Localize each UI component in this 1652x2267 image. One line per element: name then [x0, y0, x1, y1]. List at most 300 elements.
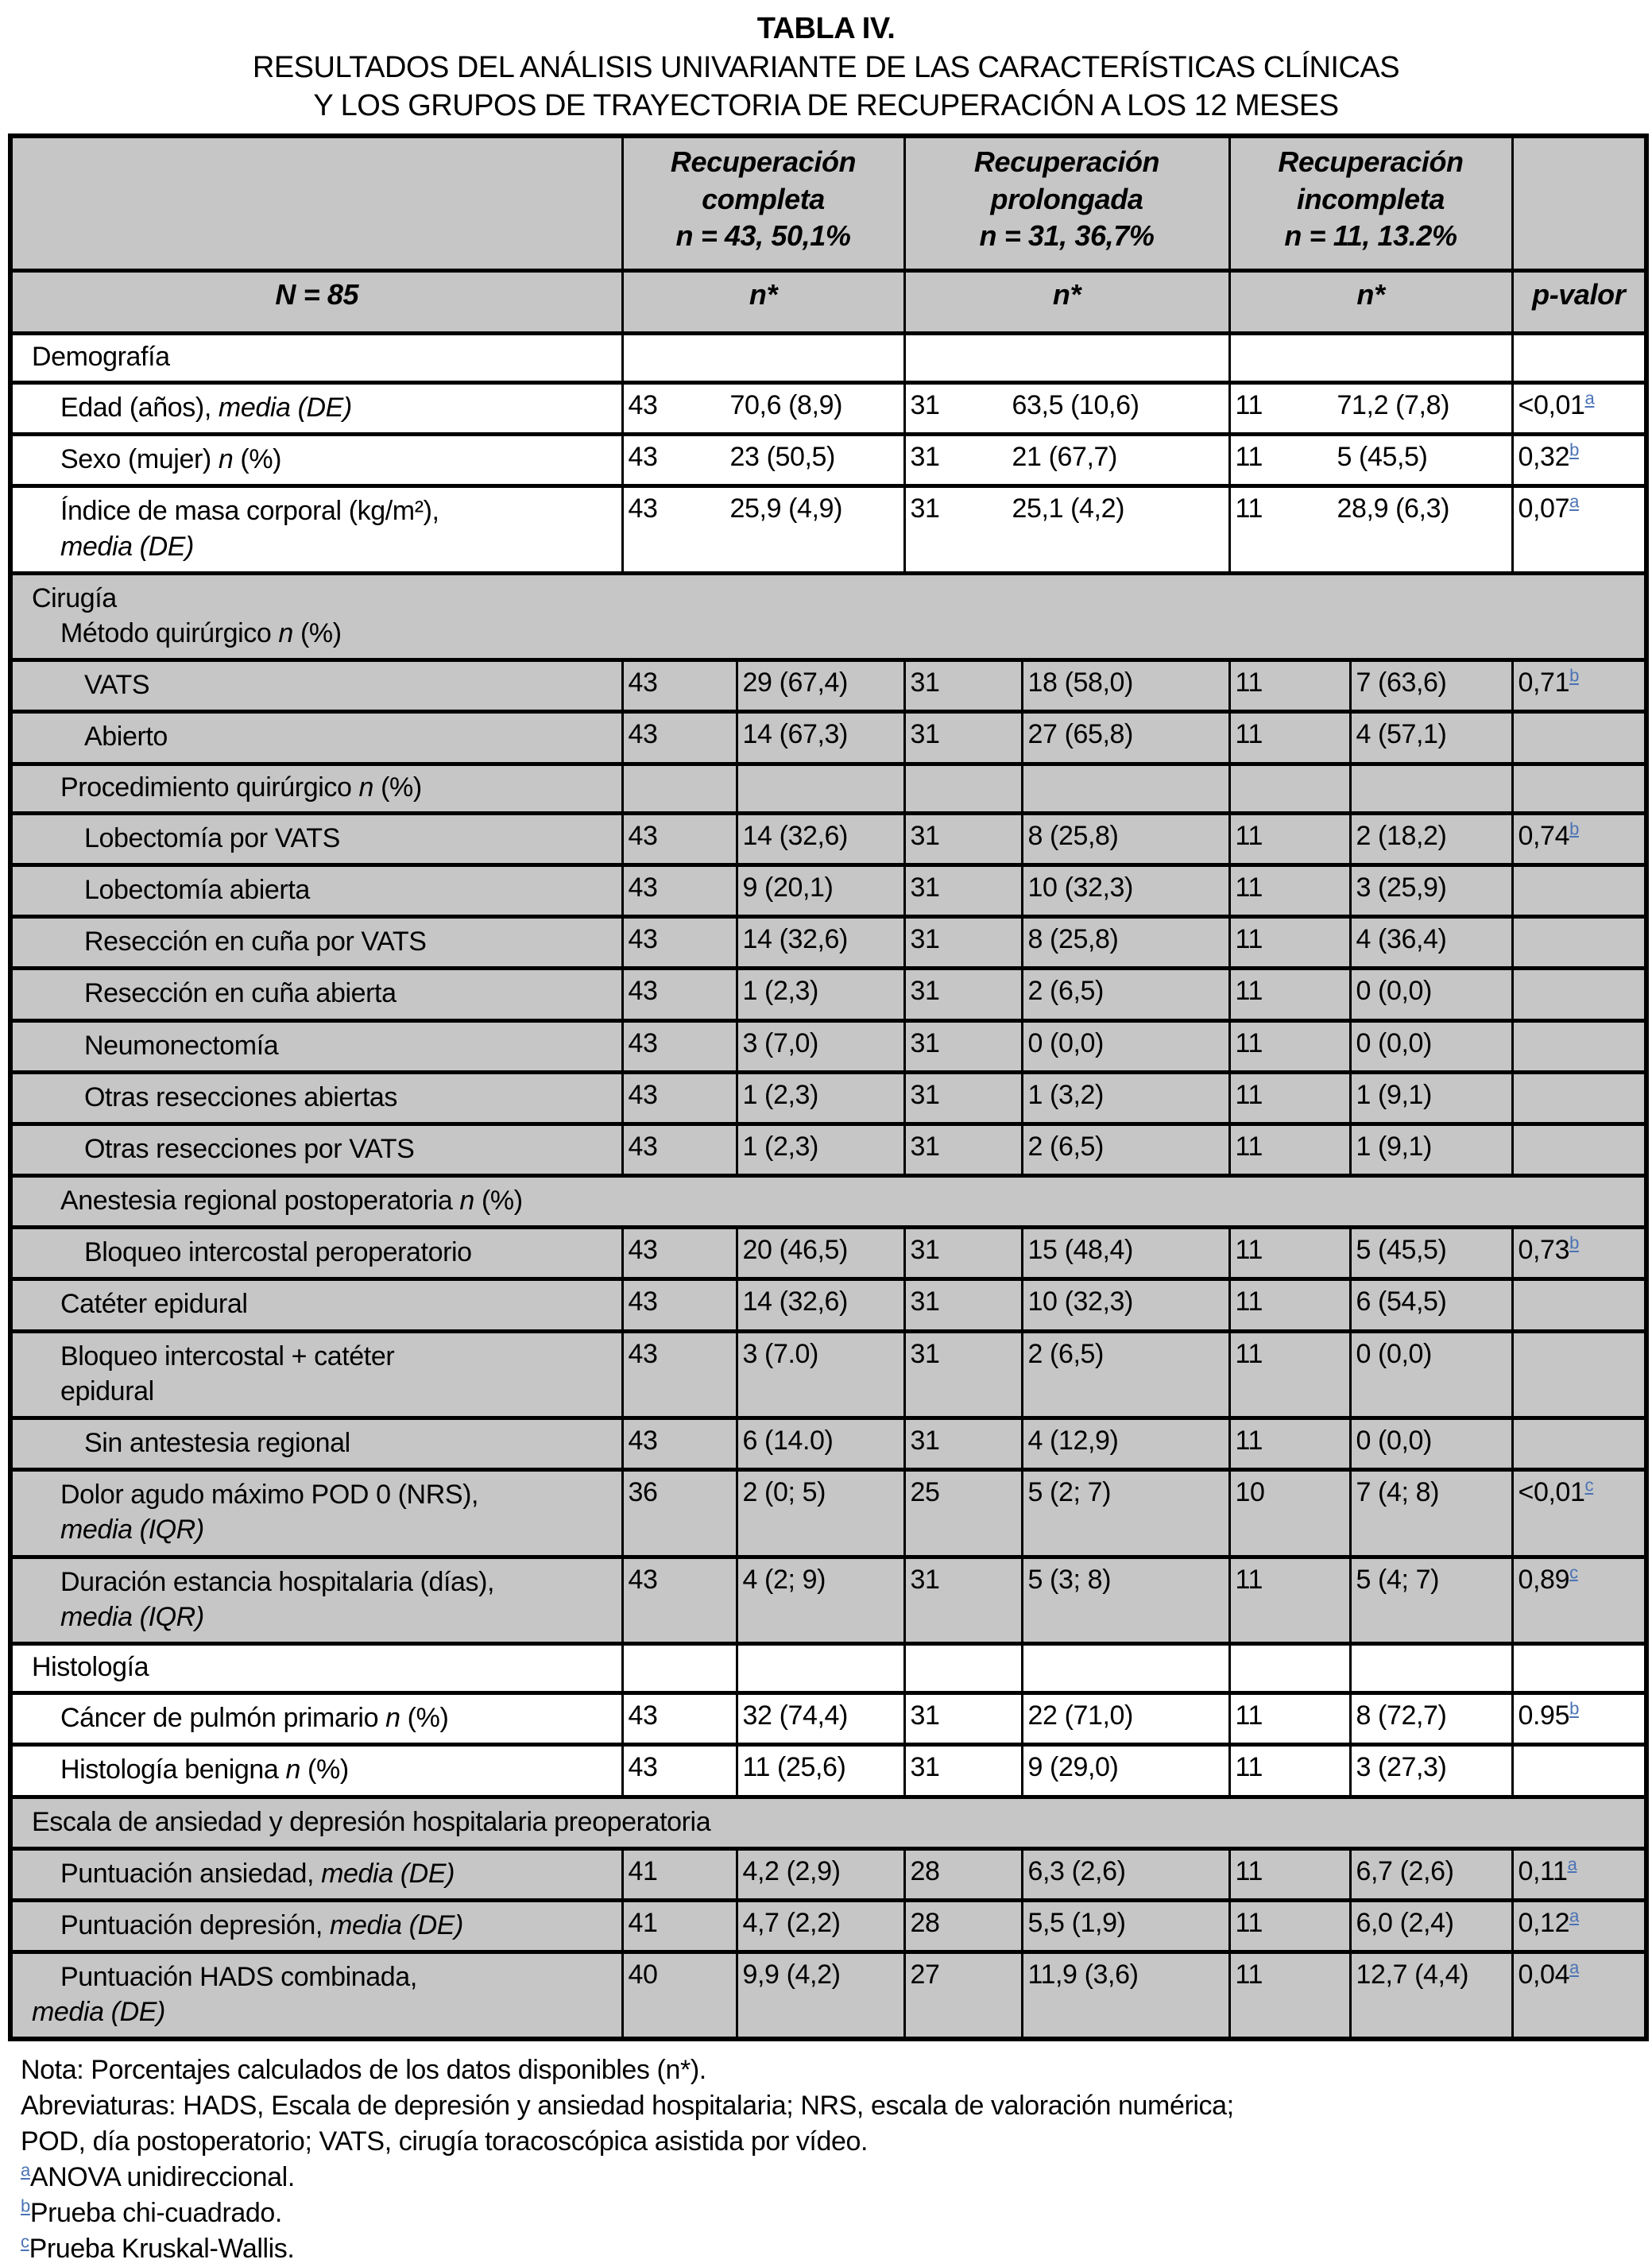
n-cell: 31 — [904, 1693, 1022, 1745]
table-title — [0, 0, 1652, 126]
row-label-line — [17, 667, 617, 702]
row-label-line — [17, 719, 617, 754]
label-segment: Anestesia regional postoperatoria — [60, 1186, 460, 1217]
n-and-value-cell — [904, 333, 1229, 382]
n-cell: 11 — [1229, 1952, 1350, 2040]
value-cell: 2 (6,5) — [1022, 1124, 1229, 1175]
row-label-line — [17, 1752, 617, 1787]
label-segment: Lobectomía por VATS — [84, 822, 340, 853]
label-segment: (%) — [400, 1703, 449, 1734]
table-row — [10, 1557, 1646, 1643]
row-label-line — [17, 1339, 617, 1374]
n-cell: 43 — [622, 1557, 737, 1643]
footnote-marker: c — [21, 2232, 29, 2253]
n-cell — [1229, 764, 1350, 813]
label-segment: Cirugía — [32, 582, 117, 613]
section-row — [10, 1643, 1646, 1693]
row-label-line — [17, 821, 617, 856]
label-segment: Método quirúrgico — [60, 618, 279, 648]
table-row — [10, 917, 1646, 969]
row-label-line — [17, 581, 1639, 616]
value-cell: 1 (3,2) — [1022, 1072, 1229, 1124]
group-header-line: completa — [702, 182, 825, 215]
n-cell: 43 — [622, 813, 737, 865]
p-value-cell — [1512, 1557, 1646, 1643]
n-cell: 27 — [904, 1952, 1022, 2040]
n-cell — [622, 1643, 737, 1693]
label-segment: Bloqueo intercostal + catéter — [60, 1340, 395, 1371]
n-cell: 31 — [904, 1418, 1022, 1470]
label-segment: Puntuación HADS combinada, — [60, 1962, 417, 1993]
label-segment: Bloqueo intercostal peroperatorio — [84, 1237, 472, 1268]
table-row — [10, 1124, 1646, 1175]
n-value: 43 — [628, 390, 658, 421]
table-row — [10, 1279, 1646, 1331]
row-label-line — [17, 529, 617, 564]
row-label-cell — [10, 1418, 622, 1470]
table-row — [10, 1418, 1646, 1470]
n-and-value-cell — [904, 486, 1229, 573]
n-cell: 11 — [1229, 1124, 1350, 1175]
n-value: 43 — [628, 493, 658, 524]
n-cell: 11 — [1229, 1072, 1350, 1124]
n-value: 11 — [1235, 493, 1263, 524]
label-segment: Cáncer de pulmón primario — [60, 1703, 386, 1734]
row-label-line — [17, 1994, 617, 2029]
row-label-cell — [10, 1745, 622, 1797]
table-row — [10, 1848, 1646, 1900]
footnote-ref-link[interactable]: a — [1569, 492, 1579, 513]
n-cell: 10 — [1229, 1470, 1350, 1557]
value-cell: 2 (0; 5) — [737, 1470, 904, 1557]
label-segment: Demografía — [32, 341, 170, 372]
n-and-value-cell — [622, 333, 904, 382]
n-cell — [904, 764, 1022, 813]
label-segment: Otras resecciones abiertas — [84, 1081, 397, 1112]
table-row — [10, 1745, 1646, 1797]
table-row — [10, 435, 1646, 486]
n-cell: 31 — [904, 1279, 1022, 1331]
table-row — [10, 486, 1646, 573]
value-cell: 0 (0,0) — [1350, 1020, 1512, 1072]
row-label-cell — [10, 1557, 622, 1643]
n-cell: 43 — [622, 1331, 737, 1418]
n-star-header: n* — [622, 270, 904, 333]
table-row — [10, 1331, 1646, 1418]
footnote-ref-link[interactable]: b — [1569, 818, 1579, 839]
row-label-line — [17, 1512, 617, 1547]
label-segment: Escala de ansiedad y depresión hospitalaria preoperatoria — [32, 1806, 711, 1837]
p-value-text: 0,12 — [1518, 1907, 1570, 1938]
n-and-value-cell — [622, 435, 904, 486]
n-cell: 25 — [904, 1470, 1022, 1557]
n-cell: 43 — [622, 1228, 737, 1279]
table-title-number: TABLA IV. — [756, 12, 896, 45]
group-header-line: prolongada — [990, 182, 1143, 215]
section-band-row — [10, 573, 1646, 660]
n-and-value-cell — [622, 486, 904, 573]
p-value-cell — [1512, 1470, 1646, 1557]
footnote-marker: a — [21, 2161, 30, 2181]
n-cell: 31 — [904, 1020, 1022, 1072]
value-cell: 14 (67,3) — [737, 712, 904, 764]
table-row — [10, 1900, 1646, 1952]
p-value-text: 0,07 — [1518, 493, 1570, 524]
row-label-line — [17, 339, 617, 374]
n-star-header: n* — [904, 270, 1229, 333]
n-cell: 11 — [1229, 1020, 1350, 1072]
n-value: 11 — [1235, 390, 1263, 421]
p-value-text: 0,71 — [1518, 667, 1570, 698]
n-cell: 43 — [622, 712, 737, 764]
row-label-line — [17, 1908, 617, 1943]
row-label-cell — [10, 917, 622, 969]
footnote-ref-link[interactable]: a — [1584, 388, 1595, 408]
label-segment: (%) — [233, 444, 282, 475]
n-cell: 11 — [1229, 1557, 1350, 1643]
n-cell: 28 — [904, 1900, 1022, 1952]
row-label-cell — [10, 1228, 622, 1279]
value-cell: 1 (2,3) — [737, 969, 904, 1020]
footnotes — [21, 2052, 1652, 2267]
value-cell: 22 (71,0) — [1022, 1693, 1229, 1745]
row-label-line — [17, 493, 617, 528]
label-italic-segment: n — [459, 1186, 474, 1217]
n-cell — [622, 764, 737, 813]
n-cell — [904, 1643, 1022, 1693]
p-value-cell — [1512, 1952, 1646, 2040]
n-cell: 31 — [904, 969, 1022, 1020]
p-value-cell — [1512, 1745, 1646, 1797]
row-label-line — [17, 976, 617, 1011]
header-row-groups — [10, 136, 1646, 271]
value-cell: 27 (65,8) — [1022, 712, 1229, 764]
group-header-line: n = 31, 36,7% — [979, 219, 1155, 253]
value-cell: 10 (32,3) — [1022, 1279, 1229, 1331]
n-cell — [1229, 1643, 1350, 1693]
value-cell: 32 (74,4) — [737, 1693, 904, 1745]
row-label-line — [17, 1856, 617, 1891]
p-value-cell — [1512, 383, 1646, 435]
row-label-cell — [10, 1124, 622, 1175]
row-label-line — [17, 1700, 617, 1735]
p-value-cell — [1512, 1900, 1646, 1952]
n-cell: 41 — [622, 1900, 737, 1952]
table-row — [10, 813, 1646, 865]
footnote-text: Prueba Kruskal-Wallis. — [29, 2234, 295, 2265]
group-header-line: Recuperación — [973, 145, 1160, 178]
row-label-cell — [10, 1020, 622, 1072]
value-cell: 14 (32,6) — [737, 917, 904, 969]
table-row — [10, 660, 1646, 712]
p-value-text: 0,04 — [1518, 1959, 1570, 1990]
row-label-cell — [10, 1072, 622, 1124]
value-cell: 1 (2,3) — [737, 1124, 904, 1175]
n-cell: 31 — [904, 1228, 1022, 1279]
value-cell: 18 (58,0) — [1022, 660, 1229, 712]
footnote-ref-link[interactable]: b — [1569, 439, 1579, 460]
p-value-text: <0,01 — [1518, 390, 1585, 421]
label-italic-segment: media (DE) — [321, 1858, 455, 1889]
n-cell: 43 — [622, 1072, 737, 1124]
n-cell: 11 — [1229, 1900, 1350, 1952]
row-label-line — [17, 1565, 617, 1600]
p-value-text: <0,01 — [1518, 1477, 1585, 1508]
label-segment: VATS — [84, 670, 150, 701]
value-cell — [1022, 764, 1229, 813]
value-cell: 3 (27,3) — [1350, 1745, 1512, 1797]
footnote-ref-link[interactable]: b — [1569, 665, 1579, 686]
value-cell: 0 (0,0) — [1022, 1020, 1229, 1072]
value-cell: 9,9 (4,2) — [737, 1952, 904, 2040]
label-segment: Sexo (mujer) — [60, 444, 219, 475]
footnote-ref-link[interactable]: b — [1569, 1232, 1579, 1253]
n-cell: 31 — [904, 917, 1022, 969]
n-cell: 31 — [904, 660, 1022, 712]
value-cell: 12,7 (4,4) — [1350, 1952, 1512, 2040]
value-text: 5 (45,5) — [1337, 442, 1428, 473]
row-label-line — [17, 1235, 617, 1270]
n-cell: 43 — [622, 660, 737, 712]
value-cell: 4 (2; 9) — [737, 1557, 904, 1643]
value-cell: 1 (9,1) — [1350, 1072, 1512, 1124]
row-label-cell — [10, 333, 622, 382]
label-segment: Procedimiento quirúrgico — [60, 772, 359, 803]
n-star-header: n* — [1229, 270, 1512, 333]
footnote-ref-link[interactable]: a — [1569, 1957, 1579, 1978]
n-cell: 31 — [904, 813, 1022, 865]
row-label-cell — [10, 1952, 622, 2040]
n-cell: 11 — [1229, 917, 1350, 969]
p-value-cell — [1512, 660, 1646, 712]
p-value-cell — [1512, 764, 1646, 813]
value-cell: 6 (54,5) — [1350, 1279, 1512, 1331]
footnote-text: Prueba chi-cuadrado. — [29, 2198, 282, 2229]
row-label-cell — [10, 1693, 622, 1745]
n-cell: 11 — [1229, 1228, 1350, 1279]
row-label-line — [17, 1426, 617, 1460]
row-label-line — [17, 1374, 617, 1409]
value-cell: 8 (25,8) — [1022, 813, 1229, 865]
p-value-text: 0,74 — [1518, 820, 1570, 851]
value-text: 28,9 (6,3) — [1337, 493, 1450, 524]
label-segment: Lobectomía abierta — [84, 874, 310, 905]
p-value-cell — [1512, 1124, 1646, 1175]
table-title-line-3: Y LOS GRUPOS DE TRAYECTORIA DE RECUPERACIÓN A LOS 12 MESES — [313, 89, 1339, 123]
p-value-text: 0,73 — [1518, 1235, 1570, 1266]
row-label-line — [17, 1477, 617, 1512]
footnote-text: ANOVA unidireccional. — [29, 2162, 295, 2193]
footnote-ref-link[interactable]: a — [1569, 1905, 1579, 1926]
p-value-cell — [1512, 435, 1646, 486]
n-cell: 43 — [622, 917, 737, 969]
n-cell: 43 — [622, 1693, 737, 1745]
label-segment: Duración estancia hospitalaria (días), — [60, 1566, 495, 1597]
p-value-cell — [1512, 969, 1646, 1020]
value-cell: 14 (32,6) — [737, 813, 904, 865]
row-label-cell — [10, 1331, 622, 1418]
section-band-cell — [10, 573, 1646, 660]
value-cell: 5 (2; 7) — [1022, 1470, 1229, 1557]
footnote-ref-link[interactable]: a — [1567, 1854, 1577, 1874]
value-cell: 2 (18,2) — [1350, 813, 1512, 865]
row-label-line — [17, 1650, 617, 1685]
value-cell: 8 (72,7) — [1350, 1693, 1512, 1745]
row-label-cell — [10, 486, 622, 573]
section-band-cell — [10, 1797, 1646, 1848]
table-body — [10, 333, 1646, 2039]
row-label-line — [17, 1286, 617, 1321]
n-cell: 11 — [1229, 969, 1350, 1020]
label-segment: Resección en cuña por VATS — [84, 927, 427, 957]
value-cell: 14 (32,6) — [737, 1279, 904, 1331]
section-row — [10, 764, 1646, 813]
n-value: 31 — [910, 493, 940, 524]
section-band-row — [10, 1797, 1646, 1848]
row-label-line — [17, 616, 1639, 651]
p-value-cell — [1512, 865, 1646, 916]
value-cell: 8 (25,8) — [1022, 917, 1229, 969]
table-title-line-2: RESULTADOS DEL ANÁLISIS UNIVARIANTE DE LAS CARACTERÍSTICAS CLÍNICAS — [252, 50, 1400, 84]
group-header-line: Recuperación — [670, 145, 857, 178]
row-label-cell — [10, 865, 622, 916]
value-cell: 15 (48,4) — [1022, 1228, 1229, 1279]
value-text: 25,9 (4,9) — [729, 493, 843, 524]
n-cell: 43 — [622, 1418, 737, 1470]
value-cell: 9 (20,1) — [737, 865, 904, 916]
value-cell: 9 (29,0) — [1022, 1745, 1229, 1797]
footnote-line: Nota: Porcentajes calculados de los datos disponibles (n*). — [21, 2055, 706, 2086]
value-cell: 5,5 (1,9) — [1022, 1900, 1229, 1952]
label-segment: Abierto — [84, 721, 168, 752]
label-segment: Histología — [32, 1651, 149, 1682]
table-row — [10, 1693, 1646, 1745]
row-label-cell — [10, 813, 622, 865]
n-value: 11 — [1235, 442, 1263, 473]
footnote-line: POD, día postoperatorio; VATS, cirugía toracoscópica asistida por vídeo. — [21, 2126, 869, 2157]
value-cell: 2 (6,5) — [1022, 1331, 1229, 1418]
label-segment: Puntuación ansiedad, — [60, 1858, 322, 1889]
row-label-cell — [10, 1279, 622, 1331]
results-table — [8, 133, 1649, 2042]
table-row — [10, 1072, 1646, 1124]
label-italic-segment: media (DE) — [218, 393, 352, 424]
label-italic-segment: n — [218, 444, 234, 475]
row-label-line — [17, 1183, 1639, 1218]
n-cell: 31 — [904, 1557, 1022, 1643]
p-value-cell — [1512, 1418, 1646, 1470]
p-value-text: 0,89 — [1518, 1564, 1570, 1595]
n-cell: 11 — [1229, 1693, 1350, 1745]
label-italic-segment: media (DE) — [32, 1997, 165, 2028]
row-label-cell — [10, 712, 622, 764]
value-text: 71,2 (7,8) — [1337, 390, 1450, 421]
n-cell: 11 — [1229, 865, 1350, 916]
n-cell: 11 — [1229, 1331, 1350, 1418]
n-and-value-cell — [1229, 435, 1512, 486]
value-cell: 10 (32,3) — [1022, 865, 1229, 916]
value-text: 25,1 (4,2) — [1012, 493, 1125, 524]
value-cell — [1022, 1643, 1229, 1693]
n-and-value-cell — [622, 383, 904, 435]
value-cell — [1350, 1643, 1512, 1693]
value-cell: 11 (25,6) — [737, 1745, 904, 1797]
value-cell: 4 (36,4) — [1350, 917, 1512, 969]
row-label-cell — [10, 660, 622, 712]
footnote-ref-link[interactable]: c — [1569, 1562, 1578, 1583]
p-value-cell — [1512, 813, 1646, 865]
label-segment: (%) — [474, 1186, 523, 1217]
value-cell: 6,0 (2,4) — [1350, 1900, 1512, 1952]
label-segment: (%) — [300, 1754, 349, 1785]
value-cell: 6,3 (2,6) — [1022, 1848, 1229, 1900]
value-cell: 0 (0,0) — [1350, 1331, 1512, 1418]
n-and-value-cell — [1229, 383, 1512, 435]
p-value-cell — [1512, 333, 1646, 382]
n-cell: 43 — [622, 1124, 737, 1175]
group-header-recuperacion-incompleta — [1229, 136, 1512, 271]
n-cell: 31 — [904, 712, 1022, 764]
n-cell: 43 — [622, 1020, 737, 1072]
value-cell: 4,7 (2,2) — [737, 1900, 904, 1952]
n-cell: 28 — [904, 1848, 1022, 1900]
n-cell: 11 — [1229, 1418, 1350, 1470]
n-cell: 43 — [622, 1279, 737, 1331]
p-value-cell — [1512, 1279, 1646, 1331]
n-cell: 41 — [622, 1848, 737, 1900]
footnote-line — [21, 2231, 1652, 2267]
n-cell: 11 — [1229, 813, 1350, 865]
footnote-ref-link[interactable]: c — [1584, 1475, 1594, 1495]
group-header-line: Recuperación — [1278, 145, 1464, 178]
p-value-cell — [1512, 1072, 1646, 1124]
value-cell: 3 (25,9) — [1350, 865, 1512, 916]
value-cell: 4 (12,9) — [1022, 1418, 1229, 1470]
value-cell: 4 (57,1) — [1350, 712, 1512, 764]
header-empty-p-cell — [1512, 136, 1646, 271]
row-label-cell — [10, 1900, 622, 1952]
n-and-value-cell — [904, 383, 1229, 435]
table-row — [10, 865, 1646, 916]
footnote-line: Abreviaturas: HADS, Escala de depresión y ansiedad hospitalaria; NRS, escala de valoración numérica; — [21, 2091, 1234, 2122]
footnote-ref-link[interactable]: b — [1569, 1698, 1579, 1719]
row-label-cell — [10, 383, 622, 435]
n-and-value-cell — [904, 435, 1229, 486]
value-cell: 7 (4; 8) — [1350, 1470, 1512, 1557]
row-label-line — [17, 1132, 617, 1166]
n-value: 43 — [628, 442, 658, 473]
label-segment: Resección en cuña abierta — [84, 978, 397, 1009]
row-label-cell — [10, 969, 622, 1020]
group-header-line: n = 11, 13.2% — [1284, 219, 1457, 253]
n-cell: 11 — [1229, 660, 1350, 712]
value-text: 23 (50,5) — [729, 442, 835, 473]
table-row — [10, 1952, 1646, 2040]
p-value-cell — [1512, 486, 1646, 573]
row-label-line — [17, 1080, 617, 1115]
label-segment: Sin antestesia regional — [84, 1428, 350, 1458]
label-italic-segment: media (DE) — [60, 531, 194, 562]
label-segment: Otras resecciones por VATS — [84, 1133, 415, 1164]
table-row — [10, 969, 1646, 1020]
table-header — [10, 136, 1646, 334]
value-cell: 11,9 (3,6) — [1022, 1952, 1229, 2040]
footnote-line — [21, 2160, 1652, 2195]
value-cell — [737, 1643, 904, 1693]
footnote-line — [21, 2195, 1652, 2231]
n-value: 31 — [910, 442, 940, 473]
label-italic-segment: n — [285, 1754, 301, 1785]
